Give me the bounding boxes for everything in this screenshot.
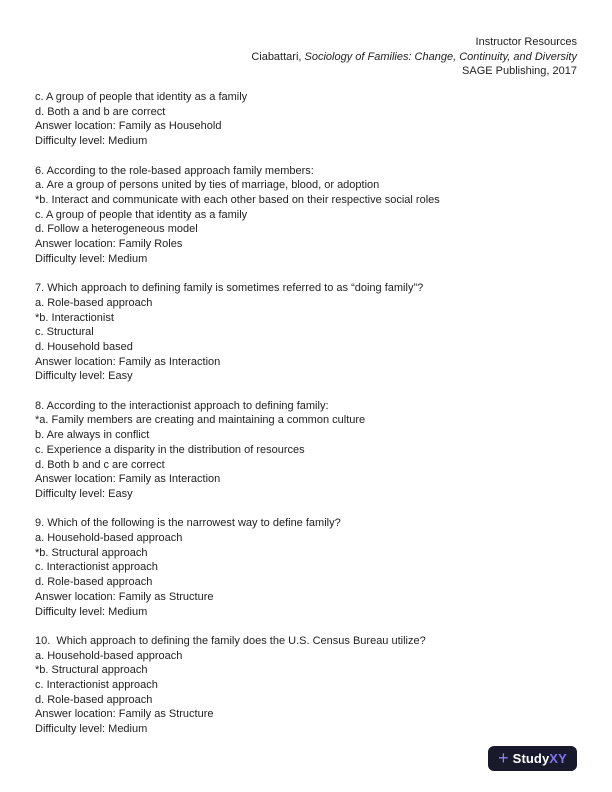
text-line: 10. Which approach to defining the family does the U.S. Census Bureau utilize? xyxy=(35,634,426,647)
text-line: Answer location: Family as Household xyxy=(35,120,222,133)
text-line: *b. Interactionist xyxy=(35,311,114,324)
text-line: Difficulty level: Easy xyxy=(35,487,133,500)
document-body xyxy=(35,90,592,752)
text-line: 6. According to the role-based approach family members: xyxy=(35,164,314,177)
text-line: Difficulty level: Medium xyxy=(35,605,148,618)
brand-wordmark xyxy=(513,751,567,766)
question-block xyxy=(35,281,592,384)
text-line: Answer location: Family as Interaction xyxy=(35,473,221,486)
text-line: Answer location: Family as Structure xyxy=(35,708,214,721)
header-author: Ciabattari, xyxy=(251,50,305,63)
text-line: d. Role-based approach xyxy=(35,693,153,706)
text-line: d. Role-based approach xyxy=(35,576,153,589)
header-line-citation xyxy=(36,50,577,65)
text-line: d. Household based xyxy=(35,340,133,353)
header-book-title: Sociology of Families: Change, Continuity, and Diversity xyxy=(304,50,577,63)
question-block xyxy=(35,164,592,267)
question-block xyxy=(35,634,592,737)
text-line: a. Role-based approach xyxy=(35,296,153,309)
question-block xyxy=(35,90,592,149)
text-line: d. Follow a heterogeneous model xyxy=(35,223,198,236)
text-line: b. Are always in conflict xyxy=(35,429,150,442)
text-line: c. A group of people that identity as a family xyxy=(35,208,248,221)
text-line: a. Household-based approach xyxy=(35,649,183,662)
text-line: Answer location: Family as Interaction xyxy=(35,355,221,368)
text-line: c. Structural xyxy=(35,326,94,339)
text-line: Answer location: Family as Structure xyxy=(35,590,214,603)
text-line: c. Interactionist approach xyxy=(35,679,158,692)
question-block xyxy=(35,399,592,502)
text-line: Answer location: Family Roles xyxy=(35,238,183,251)
studyxy-logo-badge xyxy=(488,746,577,771)
text-line: c. A group of people that identity as a family xyxy=(35,91,248,103)
text-line: c. Experience a disparity in the distribution of resources xyxy=(35,443,305,456)
header-line-resources: Instructor Resources xyxy=(475,36,577,48)
text-line: Difficulty level: Medium xyxy=(35,723,148,736)
brand-accent: XY xyxy=(549,751,567,766)
text-line: d. Both a and b are correct xyxy=(35,105,166,118)
plus-icon: + xyxy=(498,747,509,768)
text-line: 9. Which of the following is the narrowest way to define family? xyxy=(35,517,341,530)
text-line: Difficulty level: Medium xyxy=(35,252,148,265)
text-line: a. Are a group of persons united by ties of marriage, blood, or adoption xyxy=(35,179,380,192)
text-line: a. Household-based approach xyxy=(35,532,183,545)
text-line: *b. Interact and communicate with each other based on their respective social roles xyxy=(35,193,440,206)
text-line: 8. According to the interactionist approach to defining family: xyxy=(35,399,329,412)
text-line: Difficulty level: Easy xyxy=(35,370,133,383)
text-line: d. Both b and c are correct xyxy=(35,458,165,471)
text-line: *b. Structural approach xyxy=(35,664,148,677)
text-line: *a. Family members are creating and maintaining a common culture xyxy=(35,414,366,427)
text-line: *b. Structural approach xyxy=(35,546,148,559)
document-header xyxy=(36,35,577,79)
question-block xyxy=(35,516,592,619)
header-line-publisher: SAGE Publishing, 2017 xyxy=(462,65,577,78)
text-line: c. Interactionist approach xyxy=(35,561,158,574)
text-line: 7. Which approach to defining family is sometimes referred to as “doing family”? xyxy=(35,282,424,295)
text-line: Difficulty level: Medium xyxy=(35,135,148,148)
brand-primary: Study xyxy=(512,751,550,766)
